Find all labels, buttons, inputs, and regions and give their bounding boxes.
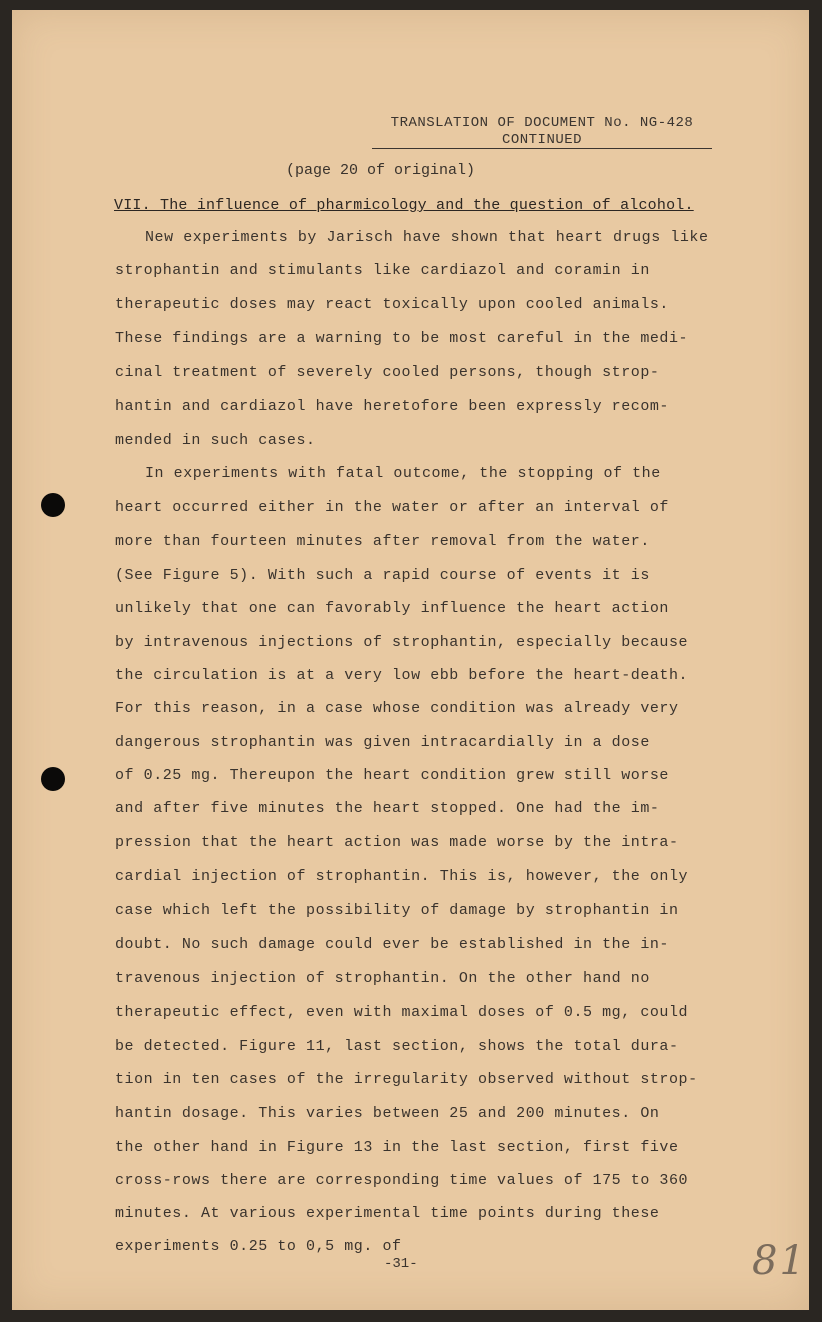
handwritten-page-number: 81 [752,1238,807,1284]
body-line: tion in ten cases of the irregularity observed without strop- [115,1071,698,1088]
body-line: pression that the heart action was made worse by the intra- [115,834,679,851]
body-line: case which left the possibility of damage by strophantin in [115,902,679,919]
body-line: travenous injection of strophantin. On the other hand no [115,970,650,987]
body-line: therapeutic doses may react toxically upon cooled animals. [115,296,669,313]
body-line: For this reason, in a case whose condition was already very [115,700,679,717]
body-line: hantin and cardiazol have heretofore been expressly recom- [115,398,669,415]
body-line: cardial injection of strophantin. This is, however, the only [115,868,689,885]
body-line: minutes. At various experimental time points during these [115,1205,660,1222]
body-line: experiments 0.25 to 0,5 mg. of [115,1238,402,1255]
body-line: strophantin and stimulants like cardiazol and coramin in [115,262,650,279]
body-line: cinal treatment of severely cooled persons, though strop- [115,364,660,381]
body-line: heart occurred either in the water or after an interval of [115,499,669,516]
document-header-title: TRANSLATION OF DOCUMENT No. NG-428 [390,115,694,131]
footer-page-number: -31- [384,1256,418,1272]
body-line: dangerous strophantin was given intracardially in a dose [115,734,650,751]
document-header-continued: CONTINUED [501,132,583,148]
body-line: In experiments with fatal outcome, the stopping of the [145,465,661,482]
body-line: mended in such cases. [115,432,316,449]
punch-hole-lower [41,767,65,791]
body-line: New experiments by Jarisch have shown that heart drugs like [145,229,709,246]
body-line: doubt. No such damage could ever be established in the in- [115,936,669,953]
body-line: and after five minutes the heart stopped. One had the im- [115,800,660,817]
body-line: of 0.25 mg. Thereupon the heart condition grew still worse [115,767,669,784]
body-line: unlikely that one can favorably influence the heart action [115,600,669,617]
body-line: by intravenous injections of strophantin, especially because [115,634,689,651]
body-line: more than fourteen minutes after removal from the water. [115,533,650,550]
body-line: be detected. Figure 11, last section, shows the total dura- [115,1038,679,1055]
body-line: cross-rows there are corresponding time values of 175 to 360 [115,1172,689,1189]
punch-hole-upper [41,493,65,517]
section-heading: VII. The influence of pharmicology and the question of alcohol. [114,197,694,214]
original-page-reference: (page 20 of original) [286,162,476,179]
body-line: These findings are a warning to be most careful in the medi- [115,330,689,347]
body-line: the circulation is at a very low ebb before the heart-death. [115,667,689,684]
header-underline [372,148,712,149]
body-line: hantin dosage. This varies between 25 and 200 minutes. On [115,1105,660,1122]
body-line: therapeutic effect, even with maximal doses of 0.5 mg, could [115,1004,689,1021]
body-line: the other hand in Figure 13 in the last section, first five [115,1139,679,1156]
body-line: (See Figure 5). With such a rapid course of events it is [115,567,650,584]
